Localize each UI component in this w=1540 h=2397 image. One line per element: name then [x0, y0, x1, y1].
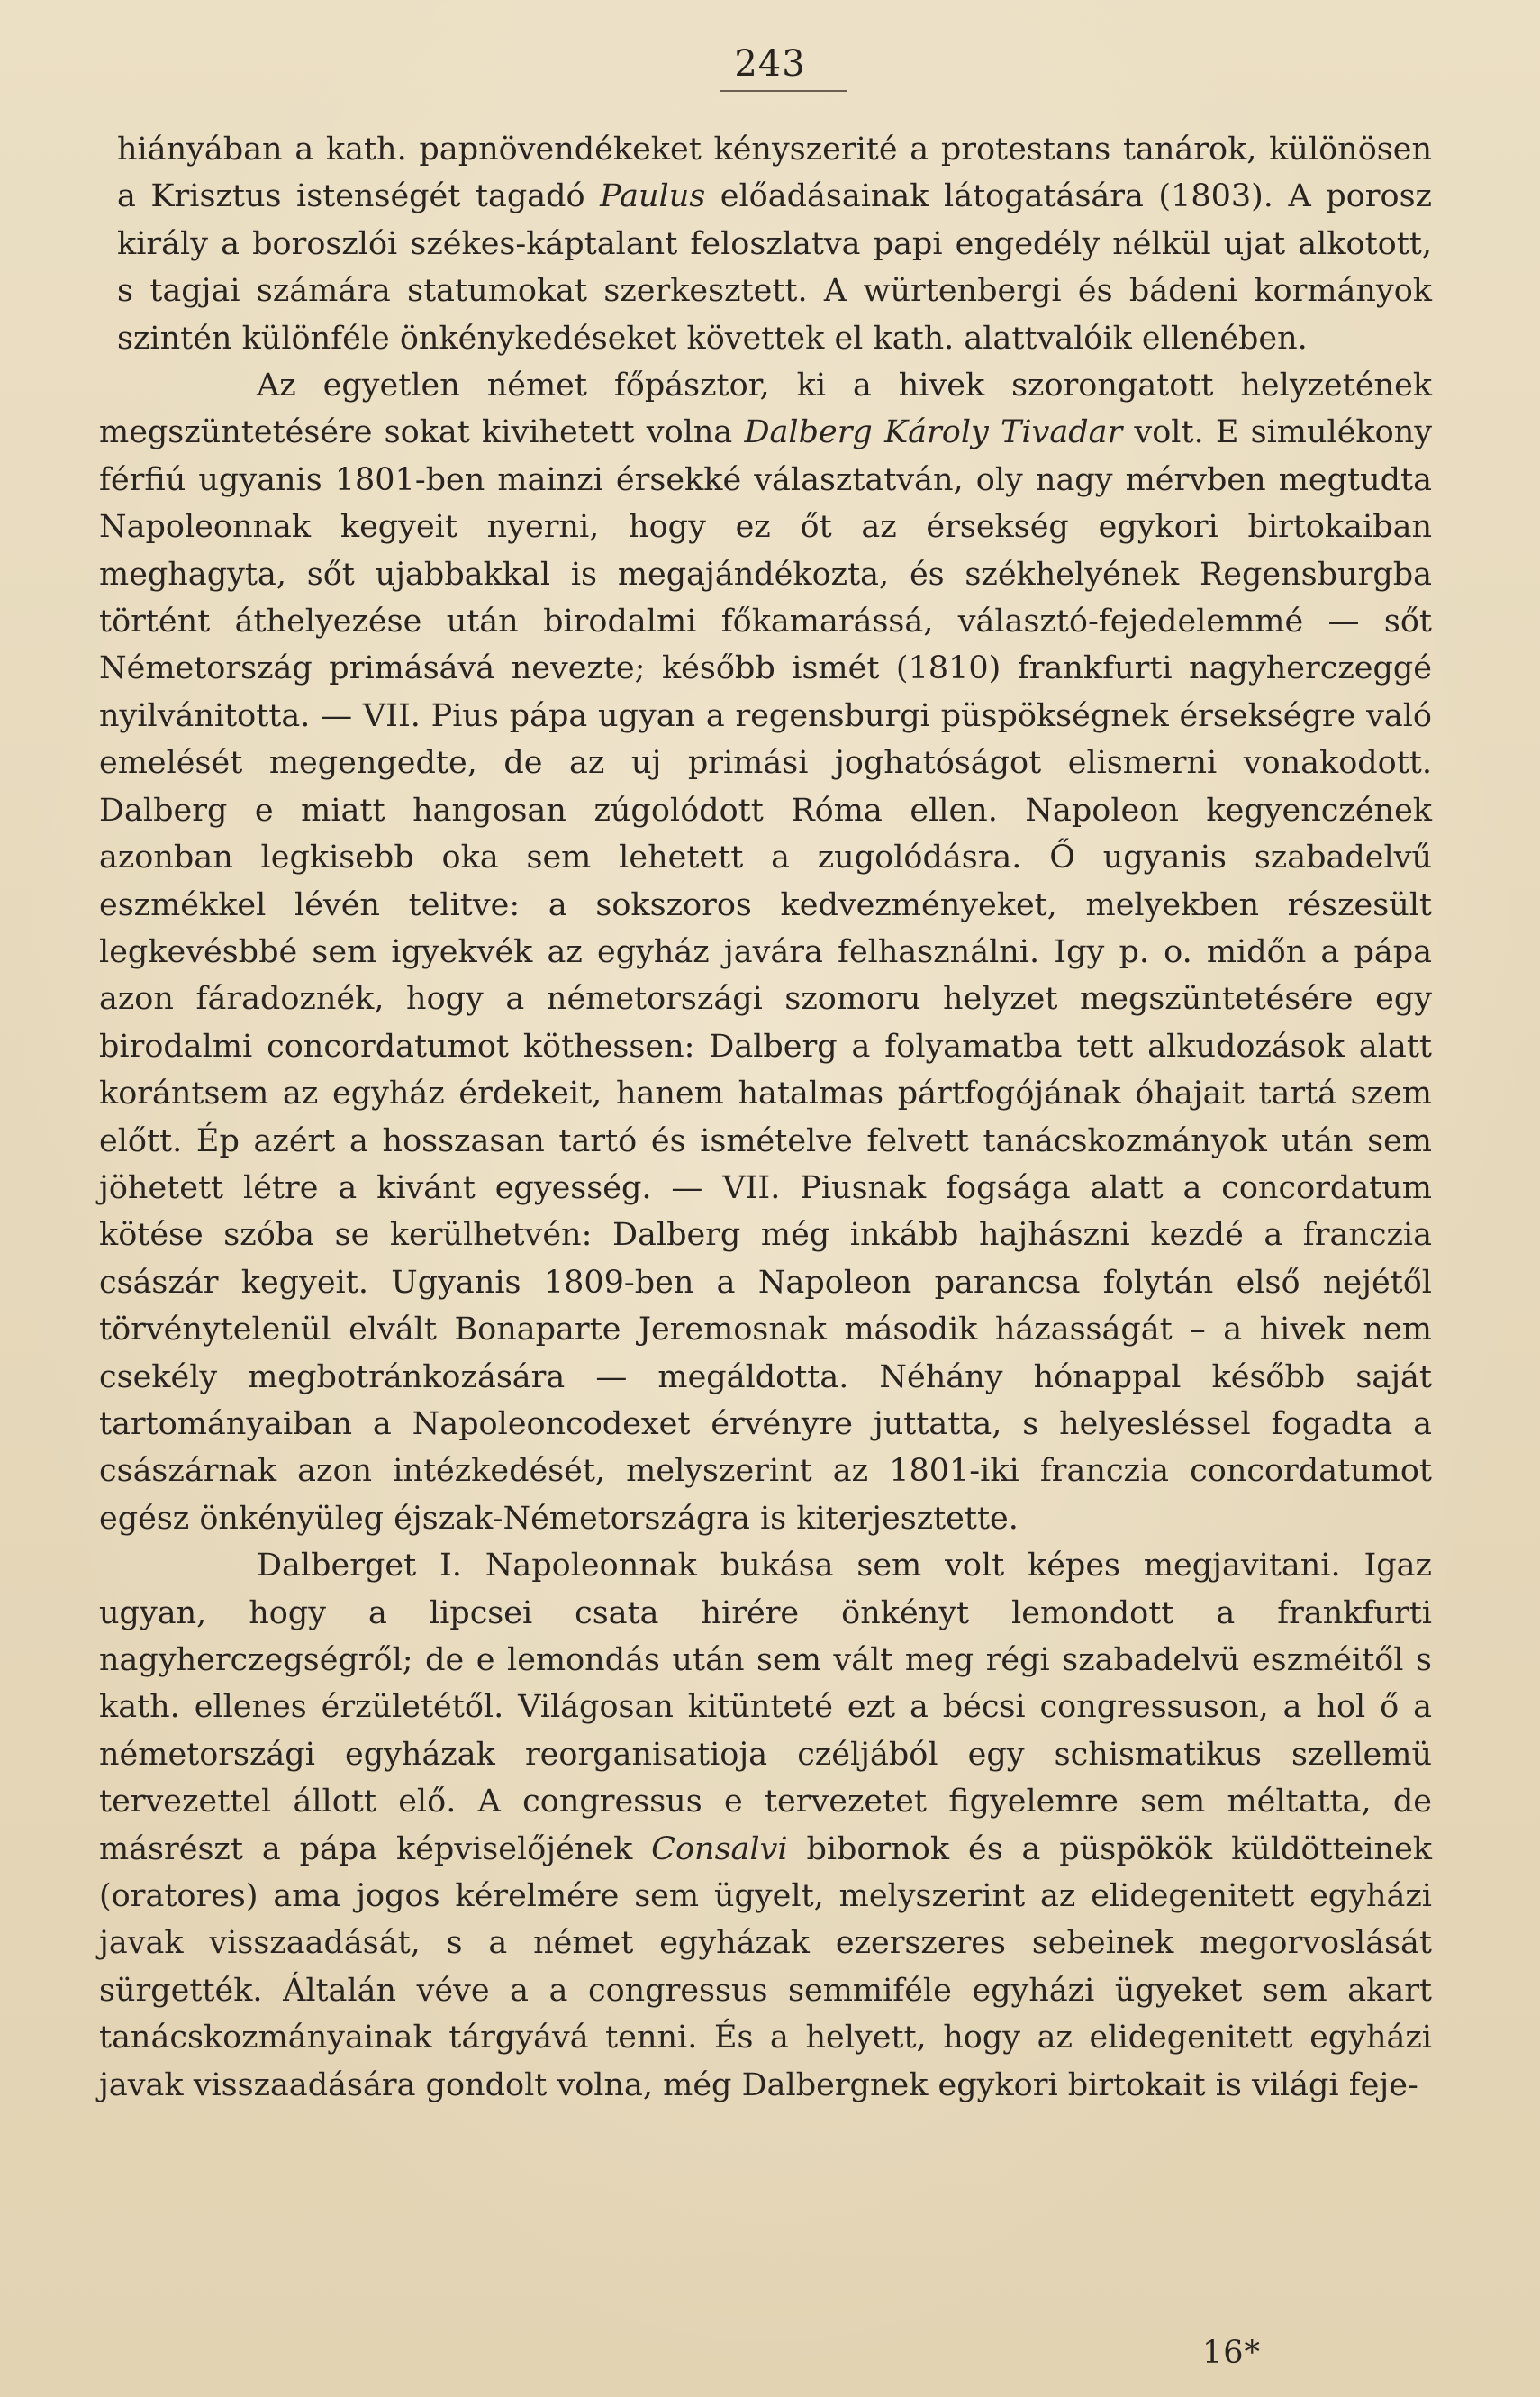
text-run: előadásainak látogatására (1803). A porosz király a boroszlói székes-káptalant feloszlatva papi engedély nélkül ujat alkotott, s tagjai számára statumokat szerkesztett. A würtenbergi és bádeni kormányok szintén különféle önkénykedéseket követtek el kath. alattvalóik ellenében. [117, 178, 1432, 357]
text-run: volt. E simulékony férfiú ugyanis 1801-ben mainzi érsekké választatván, oly nagy mérvben megtudta Napoleonnak kegyeit nyerni, hogy ez őt az érsekség egykori birtokaiban meghagyta, sőt ujabbakkal is megajándékozta, és székhelyének Regensburgba történt áthelyezése után birodalmi főkamarássá, választó-fejedelemmé — sőt Németország primásává nevezte; később ismét (1810) frankfurti nagyherczeggé nyilvánitotta. — VII. Pius pápa ugyan a regensburgi püspökségnek érsekségre való emelését megengedte, de az uj primási joghatóságot elismerni vonakodott. Dalberg e miatt hangosan zúgolódott Róma ellen. Napoleon kegyenczének azonban legkisebb oka sem lehetett a zugolódásra. Ő ugyanis szabadelvű eszmékkel lévén telitve: a sokszoros kedvezményeket, melyekben részesült legkevésbbé sem igyekvék az egyház javára felhasználni. Igy p. o. midőn a pápa azon fáradoznék, hogy a németországi szomoru helyzet megszüntetésére egy birodalmi concordatumot köthessen: Dalberg a folyamatba tett alkudozások alatt korántsem az egyház érdekeit, hanem hatalmas pártfogójának óhajait tartá szem előtt. Ép azért a hosszasan tartó és ismételve felvett tanácskozmányok után sem jöhetett létre a kivánt egyesség. — VII. Piusnak fogsága alatt a concordatum kötése szóba se kerülhetvén: Dalberg még inkább hajhászni kezdé a franczia császár kegyeit. Ugyanis 1809-ben a Napoleon parancsa folytán első nejétől törvénytelenül elvált Bonaparte Jeremosnak második házasságát – a hivek nem csekély megbotránkozására — megáldotta. Néhány hónappal később saját tartományaiban a Napoleoncodexet érvényre juttatta, s helyesléssel fogadta a császárnak azon intézkedését, melyszerint az 1801-iki franczia concordatumot egész önkényüleg éjszak-Németországra is kiterjesztette. [99, 414, 1433, 1537]
page-number: 243 [734, 43, 806, 85]
paragraph [99, 1542, 1432, 2109]
body-text [99, 126, 1432, 2109]
text-run: Dalberget I. Napoleonnak bukása sem volt képes megjavitani. Igaz ugyan, hogy a lipcsei csata hirére önkényt lemondott a frankfurti nagyherczegségről; de e lemondás után sem vált meg régi szabadelvü eszméitől s kath. ellenes érzületétől. Világosan kitünteté ezt a bécsi congressuson, a hol ő a németországi egyházak reorganisatioja czéljából egy schismatikus szellemü tervezettel állott elő. A congressus e tervezetet figyelemre sem méltatta, de másrészt a pápa képviselőjének [99, 1548, 1432, 1867]
header-rule [720, 90, 847, 92]
italic-name: Paulus [600, 178, 706, 215]
paragraph [99, 362, 1432, 1542]
text-run: bibornok és a püspökök küldötteinek (oratores) ama jogos kérelmére sem ügyelt, melyszerint az elidegenitett egyházi javak visszaadását, s a német egyházak ezerszeres sebeinek megorvoslását sürgették. Általán véve a a congressus semmiféle egyházi ügyeket sem akart tanácskozmányainak tárgyává tenni. És a helyett, hogy az elidegenitett egyházi javak visszaadására gondolt volna, még Dalbergnek egykori birtokait is világi feje- [99, 1830, 1432, 2103]
text-run: hiányában a kath. papnövendékeket kényszerité a protestans tanárok, különösen a Krisztus istenségét tagadó [117, 132, 1432, 215]
italic-name: Dalberg Károly Tivadar [744, 414, 1123, 451]
text-run: Az egyetlen német főpásztor, ki a hivek szorongatott helyzetének megszüntetésére sokat kivihetett volna [99, 368, 1432, 451]
italic-name: Consalvi [651, 1830, 788, 1867]
signature-mark: 16* [1202, 2335, 1262, 2371]
paragraph [117, 126, 1432, 362]
